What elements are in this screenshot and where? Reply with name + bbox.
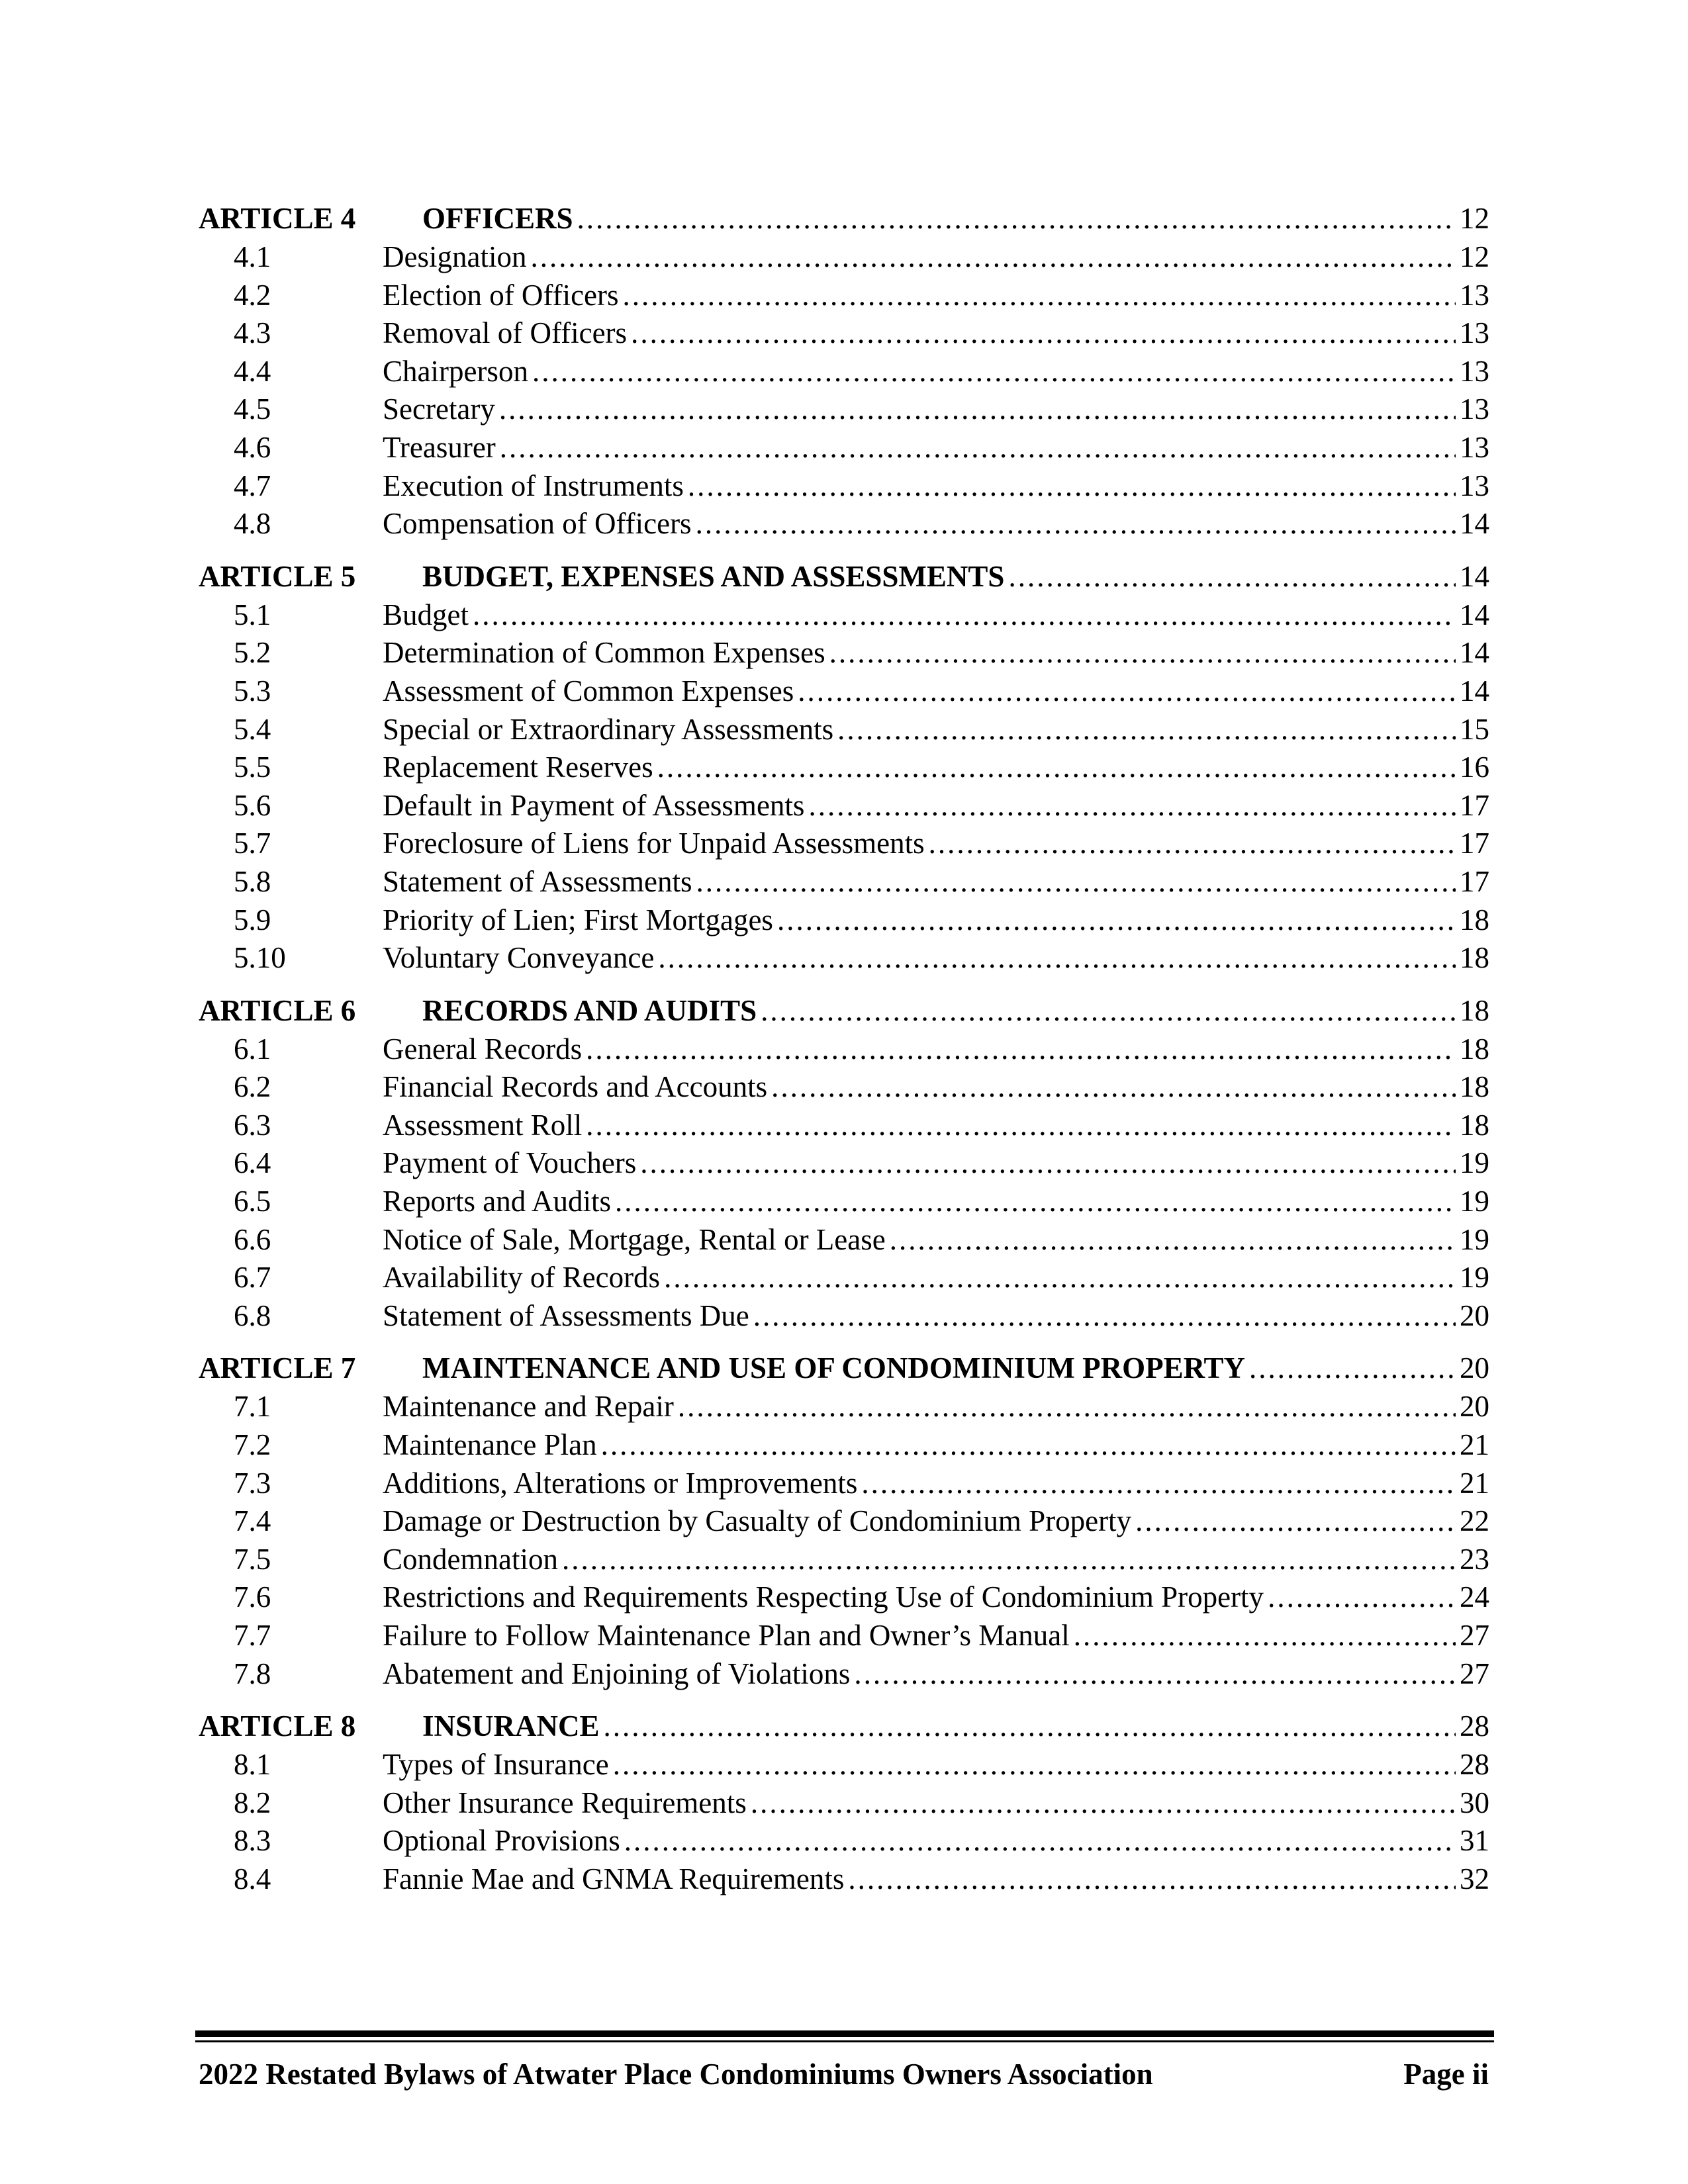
footer-document-title: 2022 Restated Bylaws of Atwater Place Condominiums Owners Association xyxy=(199,2058,1153,2091)
page-number: 27 xyxy=(1460,1657,1489,1690)
article-number: ARTICLE 8 xyxy=(199,1709,356,1743)
section-number: 4.7 xyxy=(234,469,271,502)
dot-leader xyxy=(1008,557,1456,596)
section-title: Additions, Alterations or Improvements xyxy=(383,1466,858,1500)
section-title: Maintenance Plan xyxy=(383,1428,597,1462)
toc-section-entry[interactable] xyxy=(199,1183,1489,1221)
dot-leader xyxy=(601,1426,1456,1465)
page-number: 31 xyxy=(1460,1824,1489,1858)
dot-leader xyxy=(854,1655,1456,1694)
section-number: 7.6 xyxy=(234,1580,271,1614)
section-title: Damage or Destruction by Casualty of Condominium Property xyxy=(383,1504,1132,1538)
page-number: 13 xyxy=(1460,392,1489,426)
section-title: Payment of Vouchers xyxy=(383,1146,637,1180)
article-title: INSURANCE xyxy=(422,1709,600,1743)
dot-leader xyxy=(664,1259,1456,1297)
toc-section-entry[interactable] xyxy=(199,1068,1489,1107)
page-number: 20 xyxy=(1460,1351,1489,1385)
dot-leader xyxy=(631,314,1456,353)
section-number: 8.2 xyxy=(234,1786,271,1819)
article-number: ARTICLE 4 xyxy=(199,202,356,235)
page-number: 22 xyxy=(1460,1504,1489,1538)
page-number: 28 xyxy=(1460,1709,1489,1743)
page-number: 18 xyxy=(1460,1032,1489,1066)
page-number: 14 xyxy=(1460,598,1489,631)
toc-section-entry[interactable] xyxy=(199,353,1489,391)
dot-leader xyxy=(658,939,1456,978)
section-number: 6.6 xyxy=(234,1222,271,1256)
toc-section-entry[interactable] xyxy=(199,314,1489,353)
footer-rule-thick xyxy=(195,2030,1494,2037)
dot-leader xyxy=(640,1144,1456,1183)
section-number: 5.10 xyxy=(234,941,286,975)
page-number: 12 xyxy=(1460,240,1489,273)
section-title: Other Insurance Requirements xyxy=(383,1786,747,1819)
article-title: OFFICERS xyxy=(422,202,573,235)
page-number: 19 xyxy=(1460,1261,1489,1295)
page-number: 19 xyxy=(1460,1146,1489,1180)
section-title: Optional Provisions xyxy=(383,1824,620,1858)
section-number: 7.3 xyxy=(234,1466,271,1500)
dot-leader xyxy=(929,825,1456,863)
section-title: Types of Insurance xyxy=(383,1748,609,1782)
toc-section-entry[interactable] xyxy=(199,749,1489,787)
toc-section-entry[interactable] xyxy=(199,825,1489,863)
section-title: Failure to Follow Maintenance Plan and Owner’s Manual xyxy=(383,1619,1070,1652)
page-number: 18 xyxy=(1460,1070,1489,1104)
dot-leader xyxy=(586,1030,1456,1069)
section-number: 5.6 xyxy=(234,788,271,822)
toc-section-entry[interactable] xyxy=(199,1144,1489,1183)
dot-leader xyxy=(890,1221,1456,1259)
toc-section-entry[interactable] xyxy=(199,1746,1489,1784)
section-title: Assessment Roll xyxy=(383,1108,583,1142)
toc-section-entry[interactable] xyxy=(199,505,1489,543)
page-number: 24 xyxy=(1460,1580,1489,1614)
dot-leader xyxy=(577,199,1456,238)
dot-leader xyxy=(861,1465,1456,1503)
toc-section-entry[interactable] xyxy=(199,1578,1489,1617)
dot-leader xyxy=(771,1068,1456,1107)
section-title: Notice of Sale, Mortgage, Rental or Lease xyxy=(383,1222,886,1256)
toc-section-entry[interactable] xyxy=(199,1822,1489,1860)
section-number: 6.1 xyxy=(234,1032,271,1066)
section-title: Fannie Mae and GNMA Requirements xyxy=(383,1862,845,1895)
section-title: Condemnation xyxy=(383,1542,558,1576)
toc-article-entry[interactable] xyxy=(199,199,1489,238)
section-title: Election of Officers xyxy=(383,278,619,312)
section-title: Replacement Reserves xyxy=(383,751,653,784)
section-title: Statement of Assessments Due xyxy=(383,1298,749,1332)
toc-article-entry[interactable] xyxy=(199,1348,1489,1388)
toc-section-entry[interactable] xyxy=(199,672,1489,711)
section-number: 8.1 xyxy=(234,1748,271,1782)
section-title: Foreclosure of Liens for Unpaid Assessments xyxy=(383,827,925,860)
page-number: 13 xyxy=(1460,469,1489,502)
page-number: 14 xyxy=(1460,559,1489,593)
toc-section-entry[interactable] xyxy=(199,390,1489,429)
dot-leader xyxy=(837,711,1456,749)
page-number: 18 xyxy=(1460,941,1489,975)
article-7-block xyxy=(199,1348,1489,1693)
section-title: Removal of Officers xyxy=(383,316,628,350)
toc-section-entry[interactable] xyxy=(199,429,1489,467)
section-title: Reports and Audits xyxy=(383,1185,611,1218)
article-8-block xyxy=(199,1706,1489,1898)
section-number: 7.2 xyxy=(234,1428,271,1462)
toc-section-entry[interactable] xyxy=(199,596,1489,635)
toc-section-entry[interactable] xyxy=(199,277,1489,315)
article-title: BUDGET, EXPENSES AND ASSESSMENTS xyxy=(422,559,1005,593)
toc-section-entry[interactable] xyxy=(199,1502,1489,1541)
article-number: ARTICLE 6 xyxy=(199,993,356,1027)
section-number: 6.7 xyxy=(234,1261,271,1295)
page-number: 28 xyxy=(1460,1748,1489,1782)
dot-leader xyxy=(624,1822,1456,1860)
dot-leader xyxy=(615,1183,1456,1221)
toc-section-entry[interactable] xyxy=(199,1655,1489,1694)
page-number: 13 xyxy=(1460,278,1489,312)
section-title: Execution of Instruments xyxy=(383,469,684,502)
toc-section-entry[interactable] xyxy=(199,1541,1489,1579)
section-number: 7.1 xyxy=(234,1390,271,1424)
toc-section-entry[interactable] xyxy=(199,1107,1489,1145)
section-title: Financial Records and Accounts xyxy=(383,1070,768,1104)
section-number: 6.8 xyxy=(234,1298,271,1332)
section-number: 4.3 xyxy=(234,316,271,350)
section-title: Assessment of Common Expenses xyxy=(383,674,794,707)
toc-section-entry[interactable] xyxy=(199,238,1489,277)
dot-leader xyxy=(562,1541,1456,1579)
section-number: 5.5 xyxy=(234,751,271,784)
section-number: 7.4 xyxy=(234,1504,271,1538)
toc-article-entry[interactable] xyxy=(199,557,1489,596)
section-number: 8.4 xyxy=(234,1862,271,1895)
section-number: 5.2 xyxy=(234,636,271,670)
page-number: 14 xyxy=(1460,674,1489,707)
page-number: 13 xyxy=(1460,354,1489,388)
section-number: 4.5 xyxy=(234,392,271,426)
article-title: MAINTENANCE AND USE OF CONDOMINIUM PROPERTY xyxy=(422,1351,1246,1385)
dot-leader xyxy=(798,672,1456,711)
section-title: Priority of Lien; First Mortgages xyxy=(383,903,773,936)
dot-leader xyxy=(530,238,1456,277)
dot-leader xyxy=(500,429,1456,467)
section-number: 6.2 xyxy=(234,1070,271,1104)
page-number: 20 xyxy=(1460,1298,1489,1332)
article-title: RECORDS AND AUDITS xyxy=(422,993,757,1027)
toc-section-entry[interactable] xyxy=(199,1297,1489,1336)
toc-section-entry[interactable] xyxy=(199,1030,1489,1069)
toc-section-entry[interactable] xyxy=(199,711,1489,749)
toc-section-entry[interactable] xyxy=(199,1426,1489,1465)
dot-leader xyxy=(696,863,1456,901)
dot-leader xyxy=(678,1388,1456,1426)
dot-leader xyxy=(657,749,1456,787)
section-title: Chairperson xyxy=(383,354,528,388)
page-number: 30 xyxy=(1460,1786,1489,1819)
toc-section-entry[interactable] xyxy=(199,939,1489,978)
page-number: 13 xyxy=(1460,430,1489,464)
section-title: Designation xyxy=(383,240,527,273)
toc-section-entry[interactable] xyxy=(199,1860,1489,1899)
article-4-block xyxy=(199,199,1489,543)
article-6-block xyxy=(199,991,1489,1336)
section-number: 5.4 xyxy=(234,712,271,746)
page-number: 21 xyxy=(1460,1428,1489,1462)
dot-leader xyxy=(532,353,1456,391)
section-title: Compensation of Officers xyxy=(383,507,692,541)
section-number: 4.6 xyxy=(234,430,271,464)
page-number: 14 xyxy=(1460,636,1489,670)
article-number: ARTICLE 5 xyxy=(199,559,356,593)
section-number: 5.9 xyxy=(234,903,271,936)
dot-leader xyxy=(604,1706,1456,1746)
toc-section-entry[interactable] xyxy=(199,1259,1489,1297)
toc-section-entry[interactable] xyxy=(199,1465,1489,1503)
section-number: 4.2 xyxy=(234,278,271,312)
section-number: 7.5 xyxy=(234,1542,271,1576)
dot-leader xyxy=(848,1860,1456,1899)
section-number: 7.8 xyxy=(234,1657,271,1690)
dot-leader xyxy=(473,596,1456,635)
page-number: 16 xyxy=(1460,751,1489,784)
page-number: 14 xyxy=(1460,507,1489,541)
page-number: 19 xyxy=(1460,1222,1489,1256)
page-footer xyxy=(195,2030,1494,2091)
toc-section-entry[interactable] xyxy=(199,1221,1489,1259)
page-number: 23 xyxy=(1460,1542,1489,1576)
section-number: 7.7 xyxy=(234,1619,271,1652)
page-number: 19 xyxy=(1460,1185,1489,1218)
dot-leader xyxy=(586,1107,1456,1145)
dot-leader xyxy=(499,390,1456,429)
dot-leader xyxy=(761,991,1456,1030)
page-number: 15 xyxy=(1460,712,1489,746)
dot-leader xyxy=(1249,1348,1456,1388)
section-title: Restrictions and Requirements Respecting Use of Condominium Property xyxy=(383,1580,1264,1614)
section-number: 6.4 xyxy=(234,1146,271,1180)
dot-leader xyxy=(777,901,1456,940)
dot-leader xyxy=(829,634,1456,672)
section-title: Default in Payment of Assessments xyxy=(383,788,805,822)
dot-leader xyxy=(808,787,1456,825)
page-number: 17 xyxy=(1460,827,1489,860)
toc-section-entry[interactable] xyxy=(199,863,1489,901)
page-number: 21 xyxy=(1460,1466,1489,1500)
toc-article-entry[interactable] xyxy=(199,1706,1489,1746)
dot-leader xyxy=(753,1297,1456,1336)
section-number: 5.1 xyxy=(234,598,271,631)
dot-leader xyxy=(1074,1617,1456,1655)
page-number: 32 xyxy=(1460,1862,1489,1895)
toc-article-entry[interactable] xyxy=(199,991,1489,1030)
page-number: 12 xyxy=(1460,202,1489,235)
section-number: 5.7 xyxy=(234,827,271,860)
dot-leader xyxy=(1135,1502,1456,1541)
section-title: Maintenance and Repair xyxy=(383,1390,674,1424)
section-title: Abatement and Enjoining of Violations xyxy=(383,1657,851,1690)
article-5-block xyxy=(199,557,1489,978)
page-number: 20 xyxy=(1460,1390,1489,1424)
toc-section-entry[interactable] xyxy=(199,901,1489,940)
section-title: Treasurer xyxy=(383,430,496,464)
page-number: 18 xyxy=(1460,903,1489,936)
page-number: 13 xyxy=(1460,316,1489,350)
page-number: 17 xyxy=(1460,788,1489,822)
section-title: Determination of Common Expenses xyxy=(383,636,825,670)
section-title: Availability of Records xyxy=(383,1261,661,1295)
section-number: 4.4 xyxy=(234,354,271,388)
toc-section-entry[interactable] xyxy=(199,1388,1489,1426)
toc-section-entry[interactable] xyxy=(199,634,1489,672)
section-title: Voluntary Conveyance xyxy=(383,941,655,975)
page-number: 27 xyxy=(1460,1619,1489,1652)
section-number: 8.3 xyxy=(234,1824,271,1858)
dot-leader xyxy=(688,467,1456,506)
section-number: 6.5 xyxy=(234,1185,271,1218)
dot-leader xyxy=(1268,1578,1456,1617)
section-number: 4.8 xyxy=(234,507,271,541)
dot-leader xyxy=(613,1746,1456,1784)
toc-section-entry[interactable] xyxy=(199,1784,1489,1823)
article-number: ARTICLE 7 xyxy=(199,1351,356,1385)
dot-leader xyxy=(623,277,1456,315)
footer-page-label: Page ii xyxy=(1403,2058,1489,2091)
section-title: Budget xyxy=(383,598,469,631)
section-number: 5.8 xyxy=(234,864,271,898)
section-number: 6.3 xyxy=(234,1108,271,1142)
page-number: 18 xyxy=(1460,993,1489,1027)
dot-leader xyxy=(696,505,1456,543)
section-title: Statement of Assessments xyxy=(383,864,692,898)
section-title: Special or Extraordinary Assessments xyxy=(383,712,834,746)
footer-rule-thin xyxy=(195,2040,1494,2042)
section-number: 5.3 xyxy=(234,674,271,707)
toc-section-entry[interactable] xyxy=(199,467,1489,506)
toc-section-entry[interactable] xyxy=(199,787,1489,825)
page-number: 18 xyxy=(1460,1108,1489,1142)
section-number: 4.1 xyxy=(234,240,271,273)
table-of-contents xyxy=(199,199,1489,1899)
section-title: Secretary xyxy=(383,392,495,426)
page-number: 17 xyxy=(1460,864,1489,898)
toc-section-entry[interactable] xyxy=(199,1617,1489,1655)
section-title: General Records xyxy=(383,1032,583,1066)
dot-leader xyxy=(751,1784,1456,1823)
